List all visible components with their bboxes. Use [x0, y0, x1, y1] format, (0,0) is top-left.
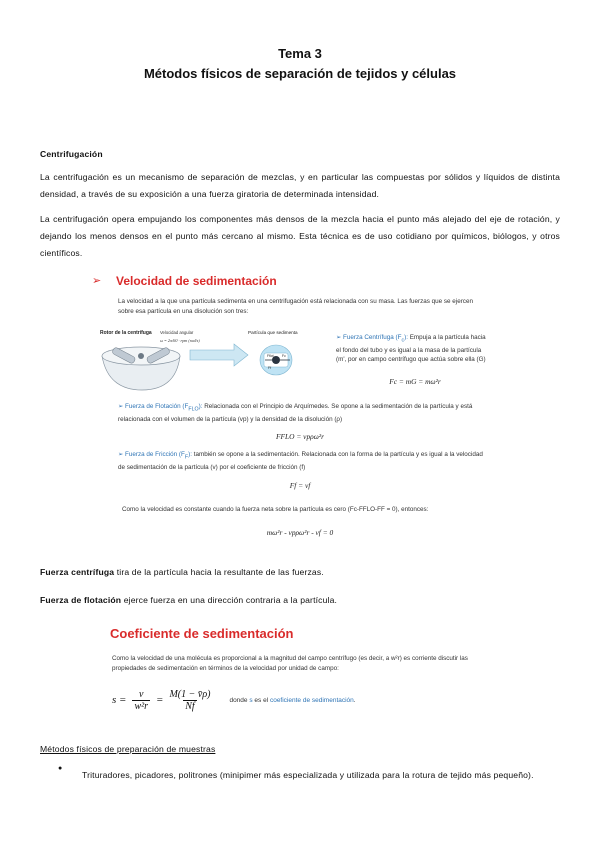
note-centrifuga: Fuerza centrífuga tira de la partícula hacia la resultante de las fuerzas. — [40, 567, 324, 577]
paragraph-centrifugacion-2: La centrifugación opera empujando los componentes más densos de la mezcla hacia el punto más alejado del eje de rotación, y dejando los menos densos en el punto más cercano al mismo. Esta técnica es de uso cotidiano por químicos, biólogos, y otros científicos. — [40, 214, 560, 258]
coeficiente-heading: Coeficiente de sedimentación — [110, 626, 294, 641]
force-flot-label: Fflot — [267, 354, 274, 358]
velocidad-intro: La velocidad a la que una partícula sedimenta en una centrifugación está relacionada con su masa. Las fuerzas que se ejercen sobre esa partícula en una disolución son tres: — [118, 298, 473, 315]
bullet-arrow-icon: ➢ — [118, 451, 124, 458]
paragraph-centrifugacion-1: La centrifugación es un mecanismo de separación de mezclas, y en particular las compuestas por sólidos y líquidos de distinta densidad, a través de su exposición a una fuerza giratoria de determinada intensidad. — [40, 172, 560, 199]
bullet-dot-icon: ● — [58, 765, 63, 772]
particle-tube — [260, 345, 292, 375]
force-centrifuga: ➢ Fuerza Centrífuga $(F_c)$: Empuja a la partícula hacia el fondo del tubo y es igual a la masa de la partícula (m', por en campo centrífugo que actúa sobre ella (G) — [336, 334, 486, 364]
section-heading-centrifugacion: Centrifugación — [40, 149, 103, 159]
coeficiente-link: coeficiente de sedimentación — [269, 696, 354, 704]
rotor-illustration — [102, 347, 180, 390]
topic-number: Tema 3 — [278, 46, 322, 61]
bullet-arrow-icon: ➢ — [92, 275, 102, 287]
page-title: Métodos físicos de separación de tejidos y células — [143, 66, 457, 81]
centrifuge-diagram — [98, 326, 330, 398]
particle-label: Partícula que sedimenta — [248, 330, 298, 335]
bullet-arrow-icon: ➢ — [118, 403, 124, 410]
formula-friccion: Ff = vf — [289, 481, 311, 490]
note-flotacion: Fuerza de flotación ejerce fuerza en una dirección contraria a la partícula. — [40, 595, 338, 605]
equilibrium-formula: mω²r - vpρω²r - vf = 0 — [266, 528, 334, 537]
coeficiente-text: Como la velocidad de una molécula es proporcional a la magnitud del campo centrífugo (es decir, a w²r) es corriente discutir las propiedades de sedimentación en términos de la velocidad por unidad de campo: — [112, 655, 468, 672]
formula-flotacion: FFLO = vpρω²r — [276, 432, 324, 441]
force-flotacion: ➢ Fuerza de Flotación $(F_{FLO})$: Relacionada con el Principio de Arquímedes. Se opone a la sedimentación de la partícula y está relacionada con el volumen de la partícula (vp) y la densidad de la disolución (ρ) — [118, 403, 473, 423]
metodos-item: Trituradores, picadores, politrones (minipimer más especializada y utilizada para la rotura de tejido más pequeño). — [82, 770, 534, 780]
velocity-label: Velocidad angular — [160, 330, 194, 335]
omega-formula: ω = 2π/60 · rpm (rad/s) — [160, 338, 200, 343]
force-c-label: Fc — [282, 354, 286, 358]
rotor-label: Rotor de la centrífuga — [100, 330, 152, 336]
coeficiente-formula: s = $\frac{v}{\text{w²r}}$ = $\frac{M(1 - v̄\rho)}{Nf}$ donde s es el coeficiente de sedimentación. — [112, 688, 356, 712]
velocidad-heading: Velocidad de sedimentación — [116, 274, 277, 288]
force-f-label: Ff — [268, 366, 272, 370]
equilibrium-text: Como la velocidad es constante cuando la fuerza neta sobre la partícula es cero (Fc-FFLO-FF = 0), entonces: — [122, 506, 429, 513]
formula-centrifuga: Fc = mG = mω²r — [389, 377, 441, 386]
force-friccion: ➢ Fuerza de Fricción $(F_F)$: también se opone a la sedimentación. Relacionada con la forma de la partícula y es igual a la velocidad de sedimentación de la partícula (v) por el coeficiente de fricción (f) — [118, 451, 483, 471]
bullet-arrow-icon: ➢ — [336, 334, 342, 341]
process-arrow — [190, 344, 248, 366]
metodos-heading: Métodos físicos de preparación de muestras — [40, 744, 216, 754]
